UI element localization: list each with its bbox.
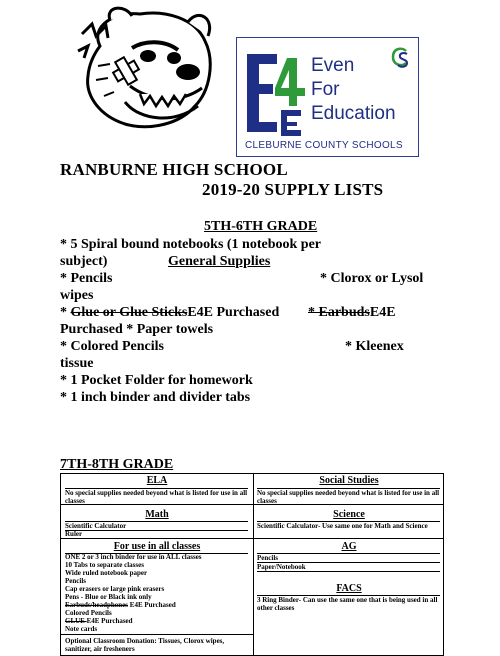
struck-supply-text: * Earbuds: [308, 305, 370, 320]
supply-line: [60, 253, 440, 270]
grade-7-8-heading: 7TH-8TH GRADE: [60, 457, 174, 472]
all-classes-item: Cap erasers or large pink erasers: [65, 585, 165, 593]
supply-line: * 5 Spiral bound notebooks (1 notebook per: [60, 237, 322, 252]
ela-text: No special supplies needed beyond what is listed for use in all classes: [65, 489, 248, 505]
supply-line: [60, 304, 440, 321]
school-name: RANBURNE HIGH SCHOOL: [60, 160, 288, 179]
bulldog-mascot-logo: [70, 6, 220, 136]
supply-text: subject): [60, 254, 108, 269]
title-rule: [257, 553, 440, 554]
math-title: Math: [145, 509, 169, 520]
supply-text: * Pencils: [60, 271, 113, 286]
all-classes-item: Pens - Blue or Black ink only: [65, 593, 152, 601]
social-studies-text: No special supplies needed beyond what is listed for use in all classes: [257, 489, 440, 505]
ela-title: ELA: [146, 475, 168, 486]
supply-line: * 1 Pocket Folder for homework: [60, 373, 253, 388]
supply-line: Purchased * Paper towels: [60, 322, 214, 337]
all-classes-item: [65, 617, 133, 625]
supply-text: * Kleenex: [345, 339, 404, 354]
supply-text: * Colored Pencils: [60, 339, 164, 354]
e4e-org-name: CLEBURNE COUNTY SCHOOLS: [245, 140, 403, 151]
supply-text: *: [60, 305, 71, 320]
facs-text: 3 Ring Binder- Can use the same one that is being used in all other classes: [257, 596, 438, 612]
social-studies-title: Social Studies: [319, 475, 379, 486]
supply-text: * Clorox or Lysol: [320, 271, 424, 286]
all-classes-item: 10 Tabs to separate classes: [65, 561, 144, 569]
supply-line: [60, 338, 450, 355]
item-text: E4E Purchased: [128, 601, 176, 609]
supply-line: wipes: [60, 288, 94, 303]
supply-list-title: 2019-20 SUPPLY LISTS: [202, 180, 384, 199]
math-item: Ruler: [65, 530, 83, 538]
science-title: Science: [333, 509, 365, 520]
all-classes-item: [65, 601, 176, 609]
all-classes-item: Pencils: [65, 577, 86, 585]
supply-line: * 1 inch binder and divider tabs: [60, 390, 251, 405]
e4e-mark-icon: [243, 48, 307, 138]
e4e-logo: [236, 37, 419, 157]
item-rule: [65, 530, 248, 531]
ag-item: Pencils: [257, 554, 278, 562]
row-divider: [61, 538, 443, 539]
all-classes-item: Note cards: [65, 625, 98, 633]
math-item: Scientific Calculator: [65, 522, 127, 530]
facs-title: FACS: [336, 583, 362, 594]
general-supplies-heading: General Supplies: [168, 254, 271, 269]
e4e-brand-line1: Even: [311, 55, 355, 76]
supply-text: E4E Purchased: [187, 305, 280, 320]
supply-line: [60, 270, 440, 287]
column-divider: [253, 474, 254, 655]
grade-5-6-heading: 5TH-6TH GRADE: [204, 219, 318, 234]
all-classes-item: Colored Pencils: [65, 609, 112, 617]
struck-item-text: Earbuds/headphones: [65, 601, 129, 609]
item-text: E4E Purchased: [86, 617, 133, 625]
item-rule: [257, 571, 440, 572]
science-text: Scientific Calculator- Use same one for Math and Science: [257, 522, 428, 530]
e4e-brand-line2: For: [311, 79, 340, 100]
supply-text: [308, 304, 396, 321]
struck-item-text: GLUE: [65, 617, 87, 625]
supply-text: E4E: [369, 305, 396, 320]
row-divider: [61, 634, 253, 635]
ag-title: AG: [341, 541, 357, 552]
all-classes-item: Wide ruled notebook paper: [65, 569, 148, 577]
cs-monogram-icon: [390, 46, 412, 70]
all-classes-title: For use in all classes: [113, 541, 201, 552]
struck-supply-text: Glue or Glue Sticks: [70, 305, 188, 320]
e4e-brand-line3: Education: [311, 103, 396, 124]
grade-7-8-supply-table: [60, 473, 444, 656]
supply-line: tissue: [60, 356, 94, 371]
ag-item: Paper/Notebook: [257, 563, 306, 571]
donation-text: Optional Classroom Donation: Tissues, Clorox wipes, sanitizer, air fresheners: [65, 637, 225, 653]
all-classes-item: ONE 2 or 3 inch binder for use in ALL classes: [65, 553, 202, 561]
